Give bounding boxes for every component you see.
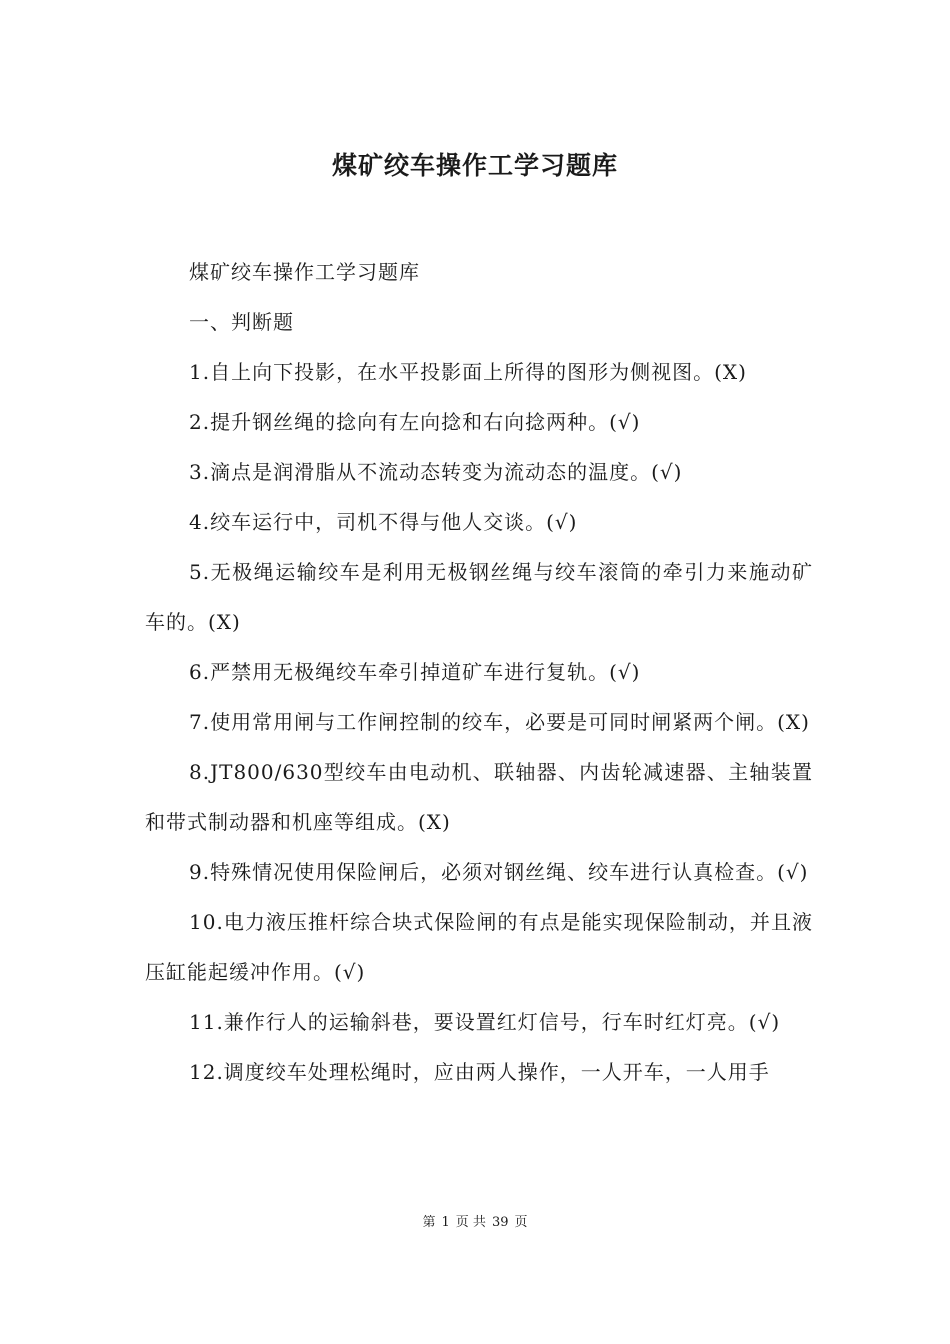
- question-item: 1.自上向下投影，在水平投影面上所得的图形为侧视图。(X): [189, 360, 747, 384]
- question-item: 9.特殊情况使用保险闸后，必须对钢丝绳、绞车进行认真检查。(√): [189, 860, 809, 884]
- page-footer: [0, 1213, 950, 1233]
- question-item: 3.滴点是润滑脂从不流动态转变为流动态的温度。(√): [189, 460, 683, 484]
- document-title: 煤矿绞车操作工学习题库: [331, 151, 618, 180]
- question-item: 8.JT800/630型绞车由电动机、联轴器、内齿轮减速器、主轴装置和带式制动器和机座等组成。(X): [145, 760, 813, 834]
- footer-prefix: 第: [422, 1215, 436, 1230]
- question-item: 7.使用常用闸与工作闸控制的绞车，必要是可同时闸紧两个闸。(X): [189, 710, 810, 734]
- footer-page-number: 1: [441, 1215, 450, 1230]
- footer-middle: 页 共: [455, 1215, 486, 1230]
- footer-suffix: 页: [514, 1215, 528, 1230]
- question-item: 4.绞车运行中，司机不得与他人交谈。(√): [189, 510, 578, 534]
- question-item: 5.无极绳运输绞车是利用无极钢丝绳与绞车滚筒的牵引力来施动矿车的。(X): [145, 560, 813, 634]
- question-item: 2.提升钢丝绳的捻向有左向捻和右向捻两种。(√): [189, 410, 641, 434]
- question-item: 10.电力液压推杆综合块式保险闸的有点是能实现保险制动，并且液压缸能起缓冲作用。(√): [145, 910, 813, 984]
- question-item: 12.调度绞车处理松绳时，应由两人操作，一人开车，一人用手: [189, 1060, 770, 1084]
- paragraph-heading: 煤矿绞车操作工学习题库: [189, 260, 420, 284]
- question-item: 11.兼作行人的运输斜巷，要设置红灯信号，行车时红灯亮。(√): [189, 1010, 781, 1034]
- section-heading-judgment: 一、判断题: [189, 310, 294, 334]
- document-body: [145, 247, 813, 1097]
- question-item: 6.严禁用无极绳绞车牵引掉道矿车进行复轨。(√): [189, 660, 641, 684]
- footer-total-pages: 39: [491, 1215, 509, 1230]
